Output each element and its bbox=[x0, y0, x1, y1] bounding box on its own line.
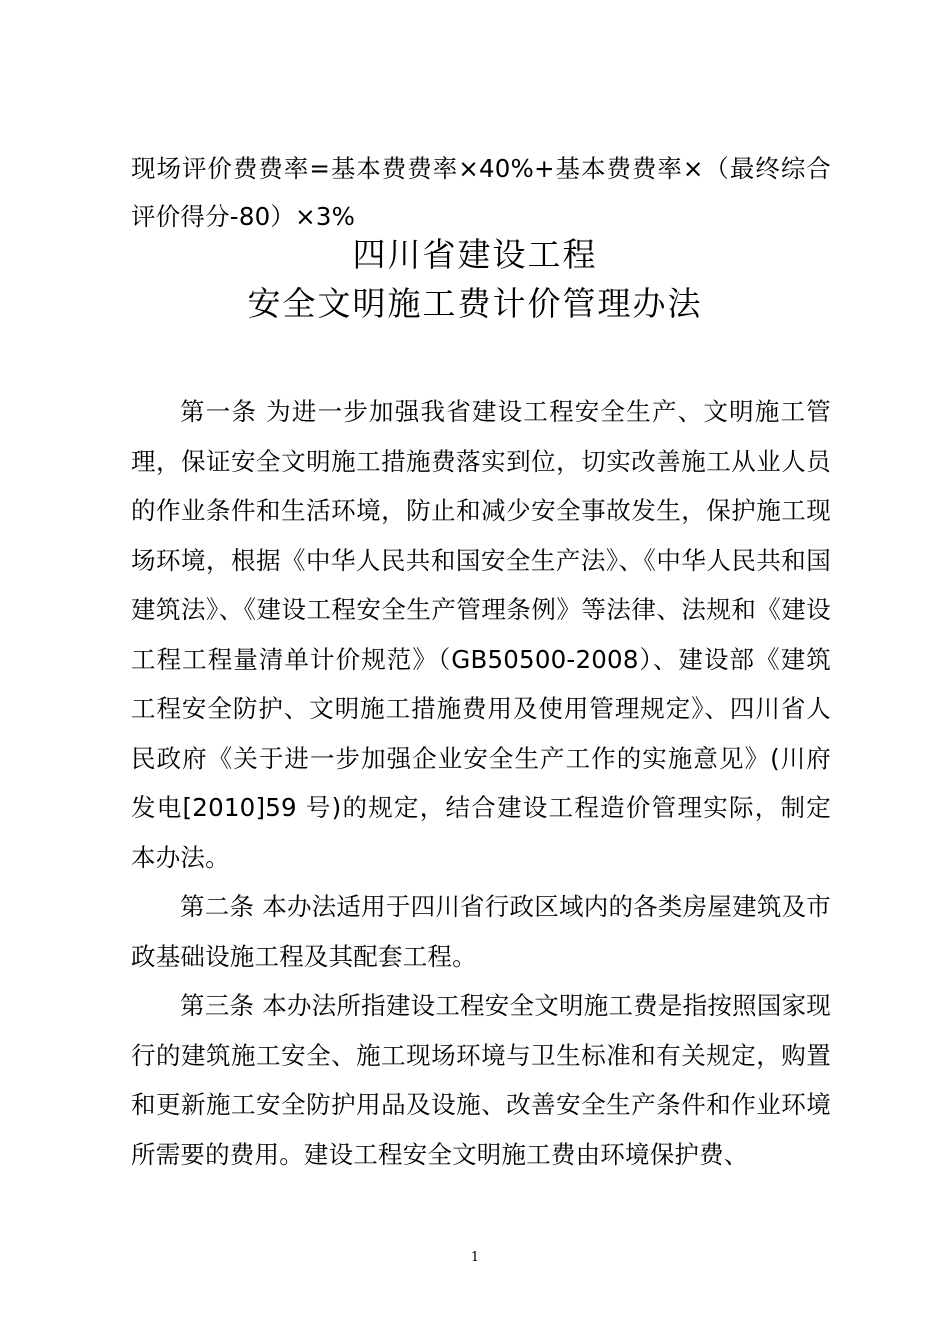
document-title-line-2: 安全文明施工费计价管理办法 bbox=[247, 284, 703, 323]
document-body bbox=[131, 387, 831, 1179]
article-2-paragraph: 第二条 本办法适用于四川省行政区域内的各类房屋建筑及市政基础设施工程及其配套工程。 bbox=[131, 892, 831, 971]
document-title-line-1: 四川省建设工程 bbox=[352, 235, 598, 274]
fee-rate-formula: 现场评价费费率=基本费费率×40%+基本费费率×（最终综合评价得分-80）×3% bbox=[131, 154, 831, 231]
article-1-paragraph: 第一条 为进一步加强我省建设工程安全生产、文明施工管理，保证安全文明施工措施费落实到位，切实改善施工从业人员的作业条件和生活环境，防止和减少安全事故发生，保护施工现场环境，根据《中华人民共和国安全生产法》、《中华人民共和国建筑法》、《建设工程安全生产管理条例》等法律、法规和《建设工程工程量清单计价规范》（GB50500-2008）、建设部《建筑工程安全防护、文明施工措施费用及使用管理规定》、四川省人民政府《关于进一步加强企业安全生产工作的实施意见》(川府发电[2010]59 号)的规定，结合建设工程造价管理实际，制定本办法。 bbox=[131, 397, 831, 872]
article-3-paragraph: 第三条 本办法所指建设工程安全文明施工费是指按照国家现行的建筑施工安全、施工现场环境与卫生标准和有关规定，购置和更新施工安全防护用品及设施、改善安全生产条件和作业环境所需要的费用。建设工程安全文明施工费由环境保护费、 bbox=[131, 991, 831, 1169]
page-number: 1 bbox=[470, 1250, 480, 1265]
